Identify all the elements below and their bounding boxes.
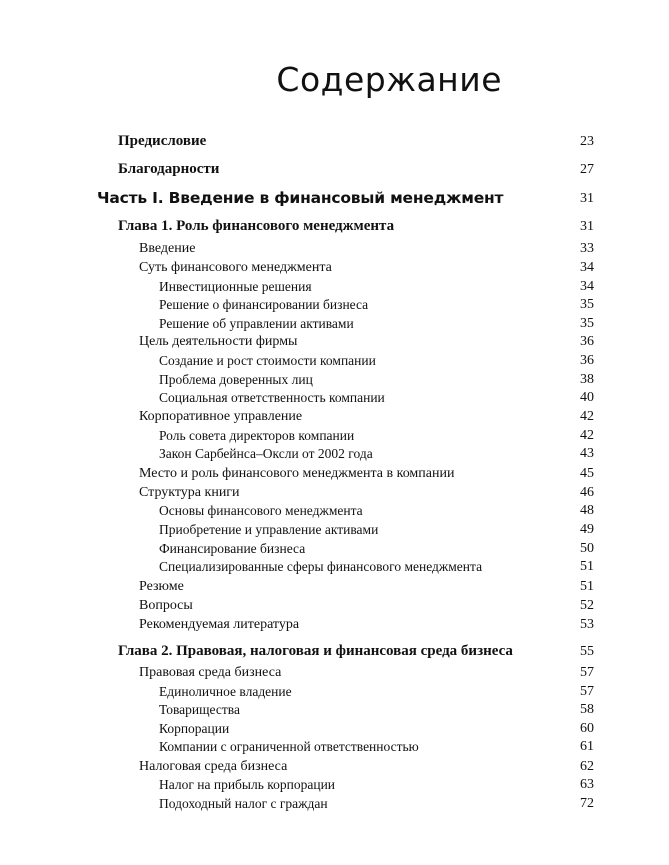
toc-entry-section[interactable]	[0, 575, 669, 595]
toc-entry-label: Закон Сарбейнса–Оксли от 2002 года	[159, 446, 373, 461]
toc-entry-front[interactable]	[0, 158, 669, 178]
toc-entry-label: Налог на прибыль корпорации	[159, 777, 336, 792]
toc-entry-label: Место и роль финансового менеджмента в компании	[139, 466, 455, 481]
toc-entry-page-number: 43	[580, 446, 594, 461]
toc-entry-label: Инвестиционные решения	[159, 279, 312, 294]
toc-entry-page-number: 34	[580, 260, 594, 275]
toc-entry-label: Решение об управлении активами	[159, 316, 354, 331]
toc-entry-part[interactable]	[0, 187, 669, 207]
toc-entry-label: Основы финансового менеджмента	[159, 503, 363, 518]
toc-entry-page-number: 31	[580, 219, 594, 234]
toc-entry-page-number: 57	[580, 665, 594, 680]
toc-entry-section[interactable]	[0, 613, 669, 633]
toc-entry-page-number: 48	[580, 503, 594, 518]
toc-entry-page-number: 53	[580, 617, 594, 632]
toc-entry-section[interactable]	[0, 661, 669, 681]
toc-entry-label: Часть I. Введение в финансовый менеджмент	[97, 189, 504, 207]
toc-entry-sub[interactable]	[0, 792, 669, 812]
toc-entry-page-number: 62	[580, 759, 594, 774]
toc-entry-label: Рекомендуемая литература	[139, 617, 300, 632]
toc-entry-section[interactable]	[0, 462, 669, 482]
toc-entry-page-number: 51	[580, 559, 594, 574]
toc-entry-sub[interactable]	[0, 499, 669, 519]
toc-entry-label: Налоговая среда бизнеса	[139, 759, 288, 774]
toc-entry-page-number: 33	[580, 241, 594, 256]
toc-entry-page-number: 35	[580, 316, 594, 331]
toc-entry-label: Компании с ограниченной ответственностью	[159, 739, 419, 754]
toc-entry-sub[interactable]	[0, 735, 669, 755]
toc-entry-label: Предисловие	[118, 133, 207, 149]
toc-entry-label: Вопросы	[139, 598, 193, 613]
toc-entry-page-number: 31	[580, 191, 594, 206]
toc-entry-sub[interactable]	[0, 555, 669, 575]
toc-entry-label: Глава 2. Правовая, налоговая и финансовая среда бизнеса	[118, 643, 513, 659]
toc-entry-sub[interactable]	[0, 773, 669, 793]
toc-entry-sub[interactable]	[0, 368, 669, 388]
toc-entry-sub[interactable]	[0, 698, 669, 718]
toc-entry-page-number: 52	[580, 598, 594, 613]
toc-entry-label: Глава 1. Роль финансового менеджмента	[118, 218, 395, 234]
toc-entry-label: Введение	[139, 241, 196, 256]
toc-entry-page-number: 23	[580, 134, 594, 149]
toc-entry-page-number: 35	[580, 297, 594, 312]
toc-entry-sub[interactable]	[0, 386, 669, 406]
toc-entry-label: Специализированные сферы финансового менеджмента	[159, 559, 483, 574]
toc-entry-sub[interactable]	[0, 537, 669, 557]
toc-entry-section[interactable]	[0, 237, 669, 257]
toc-entry-page-number: 34	[580, 279, 594, 294]
toc-entry-label: Единоличное владение	[159, 684, 292, 699]
toc-entry-label: Социальная ответственность компании	[159, 390, 385, 405]
toc-entry-label: Приобретение и управление активами	[159, 522, 379, 537]
toc-entry-sub[interactable]	[0, 312, 669, 332]
toc-entry-label: Товарищества	[159, 702, 240, 717]
toc-entry-page-number: 57	[580, 684, 594, 699]
toc-entry-label: Резюме	[139, 579, 184, 594]
page-title: Содержание	[276, 60, 502, 100]
toc-entry-label: Благодарности	[118, 161, 220, 177]
toc-entry-label: Роль совета директоров компании	[159, 428, 355, 443]
toc-entry-page-number: 27	[580, 162, 594, 177]
toc-entry-page-number: 51	[580, 579, 594, 594]
toc-entry-sub[interactable]	[0, 293, 669, 313]
toc-entry-sub[interactable]	[0, 680, 669, 700]
toc-entry-page-number: 40	[580, 390, 594, 405]
toc-entry-page-number: 42	[580, 409, 594, 424]
toc-entry-sub[interactable]	[0, 275, 669, 295]
toc-entry-label: Правовая среда бизнеса	[139, 665, 282, 680]
toc-entry-label: Решение о финансировании бизнеса	[159, 297, 369, 312]
toc-entry-label: Структура книги	[139, 485, 240, 500]
toc-entry-label: Проблема доверенных лиц	[159, 372, 313, 387]
toc-entry-section[interactable]	[0, 755, 669, 775]
toc-entry-page-number: 61	[580, 739, 594, 754]
toc-entry-label: Суть финансового менеджмента	[139, 260, 332, 275]
toc-entry-page-number: 72	[580, 796, 594, 811]
toc-entry-page-number: 58	[580, 702, 594, 717]
toc-entry-page-number: 42	[580, 428, 594, 443]
toc-entry-sub[interactable]	[0, 717, 669, 737]
toc-entry-chapter[interactable]	[0, 640, 669, 660]
toc-entry-sub[interactable]	[0, 518, 669, 538]
toc-entry-page-number: 50	[580, 541, 594, 556]
toc-entry-sub[interactable]	[0, 424, 669, 444]
toc-entry-front[interactable]	[0, 130, 669, 150]
toc-entry-page-number: 36	[580, 353, 594, 368]
toc-entry-label: Цель деятельности фирмы	[139, 334, 298, 349]
toc-entry-section[interactable]	[0, 256, 669, 276]
toc-entry-label: Финансирование бизнеса	[159, 541, 306, 556]
toc-entry-page-number: 63	[580, 777, 594, 792]
toc-entry-label: Корпорации	[159, 721, 230, 736]
toc-entry-label: Создание и рост стоимости компании	[159, 353, 376, 368]
toc-entry-chapter[interactable]	[0, 215, 669, 235]
toc-entry-page-number: 55	[580, 644, 594, 659]
toc-entry-section[interactable]	[0, 481, 669, 501]
toc-entry-sub[interactable]	[0, 442, 669, 462]
toc-entry-page-number: 60	[580, 721, 594, 736]
toc-entry-section[interactable]	[0, 594, 669, 614]
toc-entry-label: Подоходный налог с граждан	[159, 796, 328, 811]
toc-entry-sub[interactable]	[0, 349, 669, 369]
toc-entry-page-number: 45	[580, 466, 594, 481]
toc-entry-page-number: 38	[580, 372, 594, 387]
toc-entry-page-number: 49	[580, 522, 594, 537]
toc-entry-section[interactable]	[0, 405, 669, 425]
toc-entry-page-number: 36	[580, 334, 594, 349]
toc-entry-section[interactable]	[0, 330, 669, 350]
toc-entry-label: Корпоративное управление	[139, 409, 303, 424]
toc-entry-page-number: 46	[580, 485, 594, 500]
